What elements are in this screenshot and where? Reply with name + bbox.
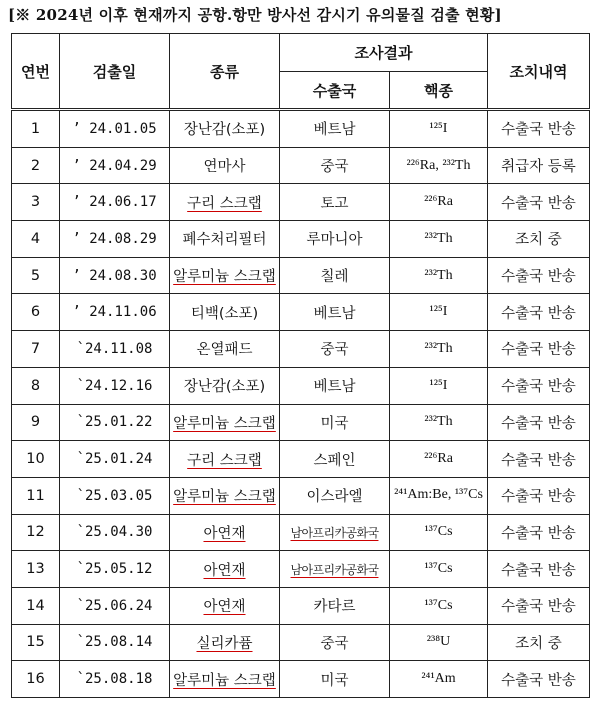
cell-type: 구리 스크랩: [170, 184, 280, 221]
cell-nuclide: ¹²⁵I: [390, 367, 488, 404]
cell-type: 아연재: [170, 587, 280, 624]
cell-no: 7: [12, 331, 60, 368]
cell-date: `25.01.22: [60, 404, 170, 441]
cell-no: 13: [12, 551, 60, 588]
cell-date: ’ 24.06.17: [60, 184, 170, 221]
cell-date: `25.06.24: [60, 587, 170, 624]
cell-nuclide: ¹³⁷Cs: [390, 514, 488, 551]
cell-type: 폐수처리필터: [170, 221, 280, 258]
cell-action: 취급자 등록: [488, 147, 590, 184]
cell-country: 남아프리카공화국: [280, 514, 390, 551]
table-row: [12, 624, 590, 661]
cell-country: 베트남: [280, 367, 390, 404]
cell-country: 남아프리카공화국: [280, 551, 390, 588]
cell-action: 조치 중: [488, 624, 590, 661]
table-row: [12, 661, 590, 698]
cell-type: 티백(소포): [170, 294, 280, 331]
cell-type: 구리 스크랩: [170, 441, 280, 478]
cell-nuclide: ¹²⁵I: [390, 294, 488, 331]
cell-nuclide: ²³²Th: [390, 404, 488, 441]
cell-action: 수출국 반송: [488, 184, 590, 221]
cell-type: 장난감(소포): [170, 110, 280, 148]
header-nuclide: 핵종: [390, 72, 488, 110]
header-action: 조치내역: [488, 34, 590, 110]
table-row: [12, 221, 590, 258]
cell-type: 아연재: [170, 551, 280, 588]
cell-date: ’ 24.08.29: [60, 221, 170, 258]
cell-no: 8: [12, 367, 60, 404]
cell-no: 11: [12, 477, 60, 514]
cell-country: 중국: [280, 147, 390, 184]
cell-type: 연마사: [170, 147, 280, 184]
table-row: [12, 367, 590, 404]
cell-no: 3: [12, 184, 60, 221]
cell-date: `25.08.18: [60, 661, 170, 698]
cell-type: 장난감(소포): [170, 367, 280, 404]
table-row: [12, 147, 590, 184]
cell-no: 5: [12, 257, 60, 294]
cell-country: 미국: [280, 661, 390, 698]
cell-no: 14: [12, 587, 60, 624]
cell-nuclide: ²³²Th: [390, 331, 488, 368]
cell-no: 15: [12, 624, 60, 661]
cell-nuclide: ²⁴¹Am:Be, ¹³⁷Cs: [390, 477, 488, 514]
cell-action: 수출국 반송: [488, 367, 590, 404]
cell-action: 수출국 반송: [488, 587, 590, 624]
cell-country: 루마니아: [280, 221, 390, 258]
cell-country: 베트남: [280, 294, 390, 331]
cell-date: ’ 24.08.30: [60, 257, 170, 294]
cell-country: 스페인: [280, 441, 390, 478]
cell-type: 실리카퓸: [170, 624, 280, 661]
cell-date: `25.05.12: [60, 551, 170, 588]
cell-type: 온열패드: [170, 331, 280, 368]
table-row: [12, 184, 590, 221]
cell-nuclide: ²³²Th: [390, 257, 488, 294]
table-row: [12, 551, 590, 588]
table-row: [12, 477, 590, 514]
cell-no: 2: [12, 147, 60, 184]
cell-type: 알루미늄 스크랩: [170, 661, 280, 698]
cell-type: 아연재: [170, 514, 280, 551]
cell-action: 수출국 반송: [488, 110, 590, 148]
cell-date: ’ 24.04.29: [60, 147, 170, 184]
header-no: 연번: [12, 34, 60, 110]
cell-country: 토고: [280, 184, 390, 221]
cell-type: 알루미늄 스크랩: [170, 257, 280, 294]
cell-nuclide: ²²⁶Ra, ²³²Th: [390, 147, 488, 184]
cell-no: 9: [12, 404, 60, 441]
table-row: [12, 110, 590, 148]
cell-action: 수출국 반송: [488, 477, 590, 514]
table-row: [12, 514, 590, 551]
cell-action: 조치 중: [488, 221, 590, 258]
cell-nuclide: ¹³⁷Cs: [390, 551, 488, 588]
cell-action: 수출국 반송: [488, 551, 590, 588]
cell-nuclide: ²²⁶Ra: [390, 184, 488, 221]
cell-nuclide: ²³⁸U: [390, 624, 488, 661]
cell-date: `24.11.08: [60, 331, 170, 368]
cell-date: ’ 24.01.05: [60, 110, 170, 148]
page-title: [※ 2024년 이후 현재까지 공항.항만 방사선 감시기 유의물질 검출 현황]: [8, 6, 502, 24]
cell-action: 수출국 반송: [488, 514, 590, 551]
table-row: [12, 294, 590, 331]
header-type: 종류: [170, 34, 280, 110]
cell-no: 12: [12, 514, 60, 551]
cell-country: 중국: [280, 331, 390, 368]
cell-action: 수출국 반송: [488, 257, 590, 294]
cell-action: 수출국 반송: [488, 441, 590, 478]
table-row: [12, 587, 590, 624]
cell-action: 수출국 반송: [488, 331, 590, 368]
cell-date: `25.03.05: [60, 477, 170, 514]
cell-date: `25.08.14: [60, 624, 170, 661]
cell-no: 6: [12, 294, 60, 331]
cell-action: 수출국 반송: [488, 404, 590, 441]
cell-country: 미국: [280, 404, 390, 441]
header-date: 검출일: [60, 34, 170, 110]
cell-nuclide: ¹³⁷Cs: [390, 587, 488, 624]
cell-no: 1: [12, 110, 60, 148]
cell-country: 칠레: [280, 257, 390, 294]
table-row: [12, 257, 590, 294]
cell-action: 수출국 반송: [488, 294, 590, 331]
cell-country: 베트남: [280, 110, 390, 148]
detection-table: [11, 33, 590, 698]
table-row: [12, 331, 590, 368]
cell-nuclide: ²²⁶Ra: [390, 441, 488, 478]
cell-no: 4: [12, 221, 60, 258]
table-row: [12, 441, 590, 478]
cell-date: `25.01.24: [60, 441, 170, 478]
cell-country: 이스라엘: [280, 477, 390, 514]
cell-type: 알루미늄 스크랩: [170, 404, 280, 441]
cell-date: `25.04.30: [60, 514, 170, 551]
cell-country: 중국: [280, 624, 390, 661]
header-country: 수출국: [280, 72, 390, 110]
cell-type: 알루미늄 스크랩: [170, 477, 280, 514]
header-result: 조사결과: [280, 34, 488, 72]
cell-date: ’ 24.11.06: [60, 294, 170, 331]
cell-nuclide: ¹²⁵I: [390, 110, 488, 148]
cell-no: 10: [12, 441, 60, 478]
cell-nuclide: ²³²Th: [390, 221, 488, 258]
cell-date: `24.12.16: [60, 367, 170, 404]
cell-nuclide: ²⁴¹Am: [390, 661, 488, 698]
cell-country: 카타르: [280, 587, 390, 624]
cell-action: 수출국 반송: [488, 661, 590, 698]
table-row: [12, 404, 590, 441]
cell-no: 16: [12, 661, 60, 698]
